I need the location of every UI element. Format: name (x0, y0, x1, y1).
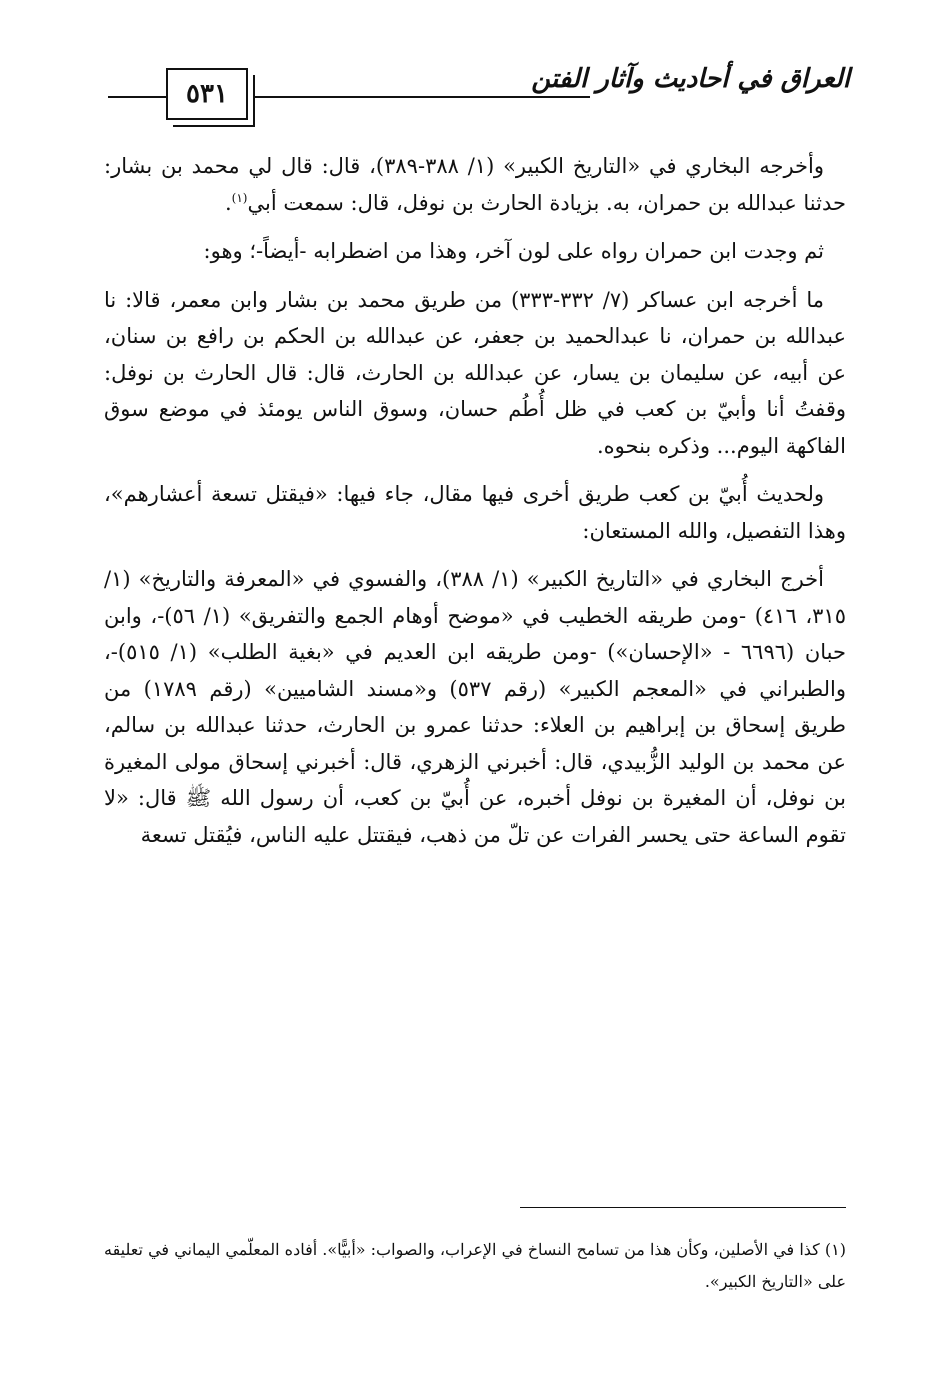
main-text (104, 148, 846, 865)
book-title: العراق في أحاديث وآثار الفتن (531, 64, 850, 94)
footnote: (١) كذا في الأصلين، وكأن هذا من تسامح النساخ في الإعراب، والصواب: «أبيًّا». أفاده المعلّمي اليماني في تعليقه على «التاريخ الكبير». (104, 1240, 846, 1291)
header-rule-left (108, 96, 168, 98)
paragraph: ثم وجدت ابن حمران رواه على لون آخر، وهذا من اضطرابه -أيضاً-؛ وهو: (203, 239, 824, 263)
footnote-divider (520, 1207, 846, 1208)
paragraph: ولحديث أُبيّ بن كعب طريق أخرى فيها مقال، جاء فيها: «فيقتل تسعة أعشارهم»، وهذا التفصيل، والله المستعان: (104, 482, 846, 543)
paragraph: وأخرجه البخاري في «التاريخ الكبير» (١/ ٣٨٨-٣٨٩)، قال: قال لي محمد بن بشار: حدثنا عبدالله بن حمران، به. بزيادة الحارث بن نوفل، قال: سمعت أبي$^{(١)}$. (104, 154, 846, 215)
footnote-reference: (١) (231, 190, 248, 205)
header-rule (248, 96, 590, 98)
paragraph: ما أخرجه ابن عساكر (٧/ ٣٣٢-٣٣٣) من طريق محمد بن بشار وابن معمر، قالا: نا عبدالله بن حمران، نا عبدالحميد بن جعفر، عن عبدالله بن الحكم بن رافع بن سنان، عن أبيه، عن سليمان بن يسار، عن عبدالله بن الحارث، قال: قال الحارث بن نوفل: وقفتُ أنا وأبيّ بن كعب في ظل أُطُم حسان، وسوق الناس يومئذ في موضع سوق الفاكهة اليوم... وذكره بنحوه. (104, 287, 846, 458)
paragraph: أخرج البخاري في «التاريخ الكبير» (١/ ٣٨٨)، والفسوي في «المعرفة والتاريخ» (١/ ٣١٥، ٤١٦) -ومن طريقه الخطيب في «موضح أوهام الجمع والتفريق» (١/ ٥٦)-، وابن حبان (٦٦٩٦ - «الإحسان») -ومن طريقه ابن العديم في «بغية الطلب» (١/ ٥١٥)-، والطبراني في «المعجم الكبير» (رقم ٥٣٧) و«مسند الشاميين» (رقم ١٧٨٩) من طريق إسحاق بن إبراهيم بن العلاء: حدثنا عمرو بن الحارث، حدثنا عبدالله بن سالم، عن محمد بن الوليد الزُّبيدي، قال: أخبرني الزهري، قال: أخبرني إسحاق مولى المغيرة بن نوفل، أن المغيرة بن نوفل أخبره، عن أُبيّ بن كعب، أن رسول الله ﷺ قال: «لا تقوم الساعة حتى يحسر الفرات عن تلّ من ذهب، فيقتتل عليه الناس، فيُقتل تسعة (104, 567, 846, 847)
page-number: ٥٣١ (166, 68, 248, 120)
running-header (108, 60, 850, 126)
